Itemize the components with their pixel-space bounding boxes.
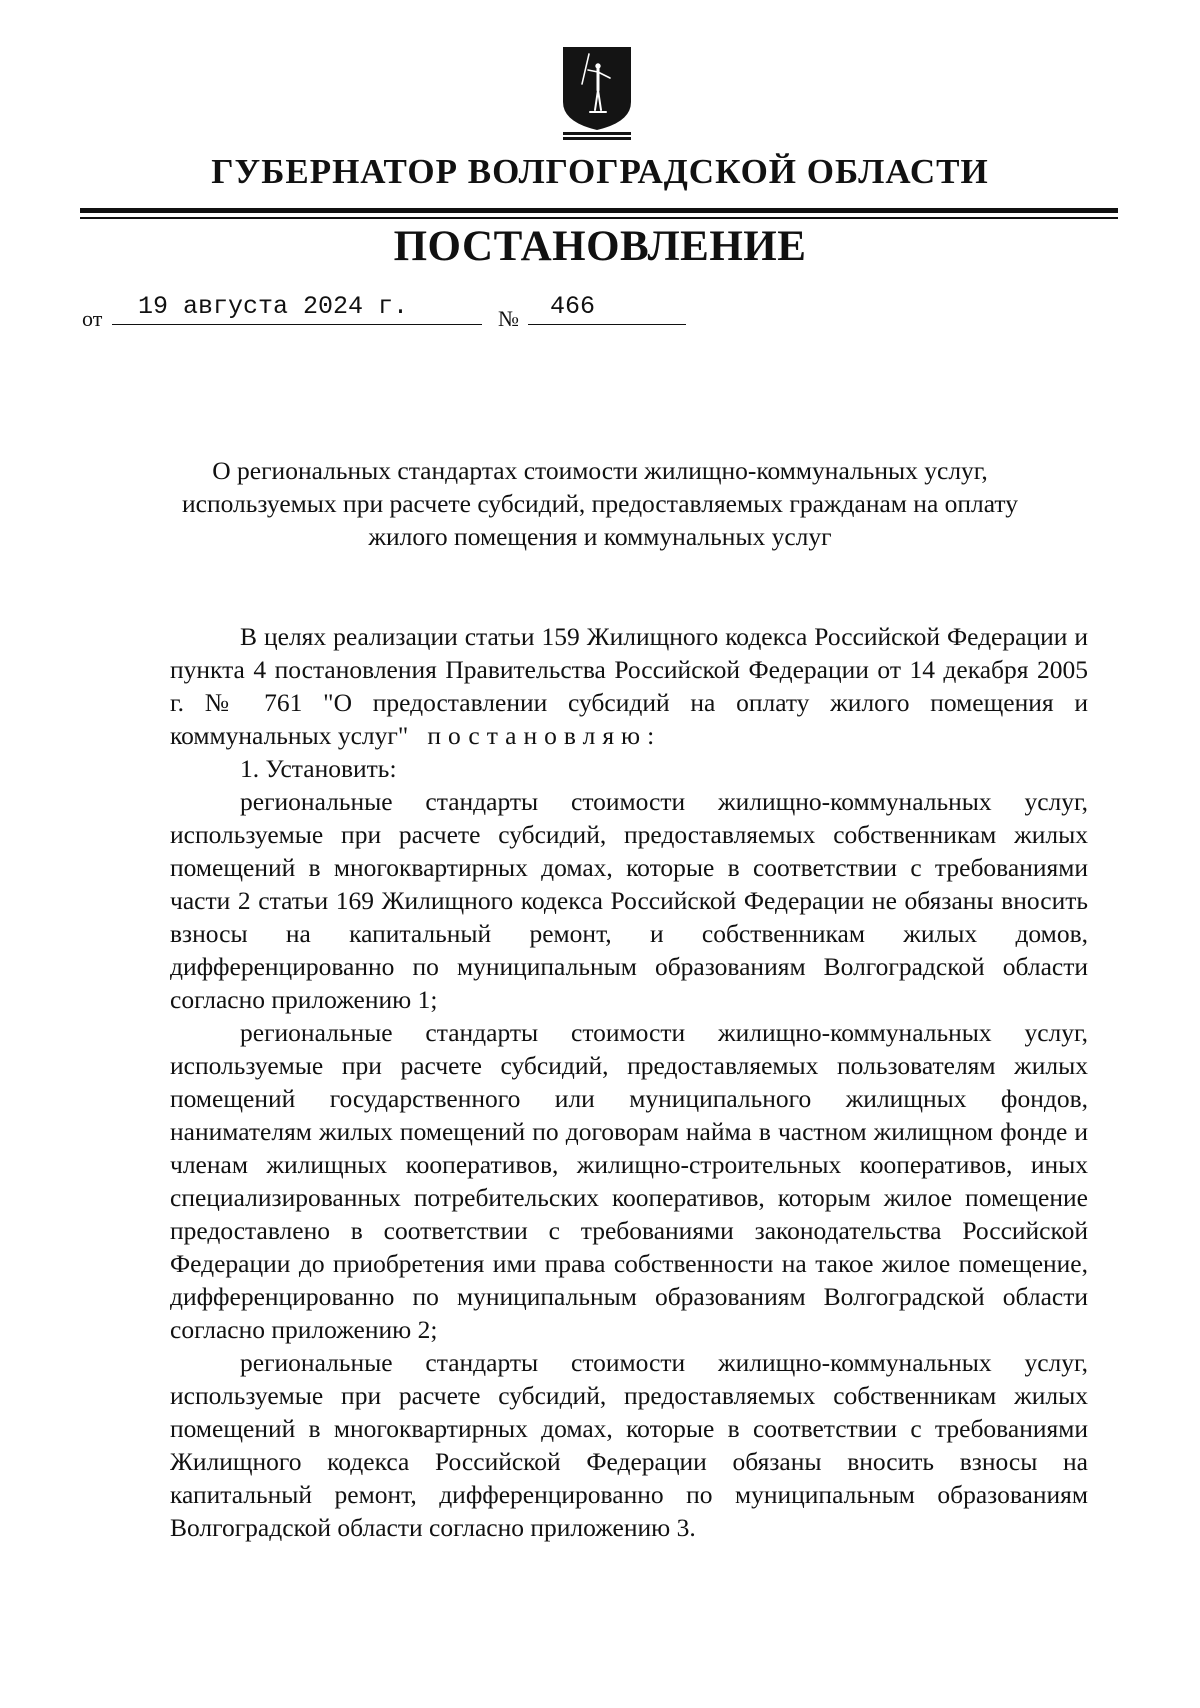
emblem-icon	[560, 44, 634, 142]
date-label: от	[82, 306, 103, 331]
decree-word: постановляю:	[427, 721, 662, 750]
standards-paragraph-1: региональные стандарты стоимости жилищно-коммунальных услуг, используемые при расчете субсидий, предоставляемых собственникам жилых помещений в многоквартирных домах, которые в соответствии с требованиями части 2 статьи 169 Жилищного кодекса Российской Федерации не обязаны вносить взносы на капитальный ремонт, и собственникам жилых домов, дифференцированно по муниципальным образованиям Волгоградской области согласно приложению 1;	[170, 787, 1088, 1014]
document-type: ПОСТАНОВЛЕНИЕ	[393, 223, 807, 270]
preamble-text: В целях реализации статьи 159 Жилищного кодекса Российской Федерации и пункта 4 постановления Правительства Российской Федерации от 14 декабря 2005 г. № 761 "О предоставлении субсидий на оплату жилого помещения и коммунальных услуг"	[170, 622, 1088, 750]
item-1: 1. Установить:	[240, 754, 397, 783]
date-value: 19 августа 2024 г.	[138, 292, 409, 321]
standards-paragraph-2: региональные стандарты стоимости жилищно-коммунальных услуг, используемые при расчете субсидий, предоставляемых пользователям жилых помещений государственного или муниципального жилищных фондов, нанимателям жилых помещений по договорам найма в частном жилищном фонде и членам жилищных кооперативов, жилищно-строительных кооперативов, иных специализированных потребительских кооперативов, которым жилое помещение предоставлено в соответствии с требованиями законодательства Российской Федерации до приобретения ими права собственности на такое жилое помещение, дифференцированно по муниципальным образованиям Волгоградской области согласно приложению 2;	[170, 1018, 1088, 1344]
number-value: 466	[550, 292, 596, 321]
preamble-paragraph	[170, 620, 1088, 752]
header-rule-thin	[80, 217, 1118, 219]
document-body	[170, 620, 1088, 1544]
document-title: О региональных стандартах стоимости жилищно-коммунальных услуг, используемых при расчете субсидий, предоставляемых гражданам на оплату жилого помещения и коммунальных услуг	[182, 456, 1018, 551]
number-label: №	[498, 306, 519, 331]
number-field	[528, 288, 686, 325]
standards-paragraph-3: региональные стандарты стоимости жилищно-коммунальных услуг, используемые при расчете субсидий, предоставляемых собственникам жилых помещений в многоквартирных домах, которые в соответствии с требованиями Жилищного кодекса Российской Федерации обязаны вносить взносы на капитальный ремонт, дифференцированно по муниципальным образованиям Волгоградской области согласно приложению 3.	[170, 1348, 1088, 1542]
date-field	[112, 288, 482, 325]
header-rule-thick	[80, 208, 1118, 213]
authority-title: ГУБЕРНАТОР ВОЛГОГРАДСКОЙ ОБЛАСТИ	[211, 152, 989, 191]
